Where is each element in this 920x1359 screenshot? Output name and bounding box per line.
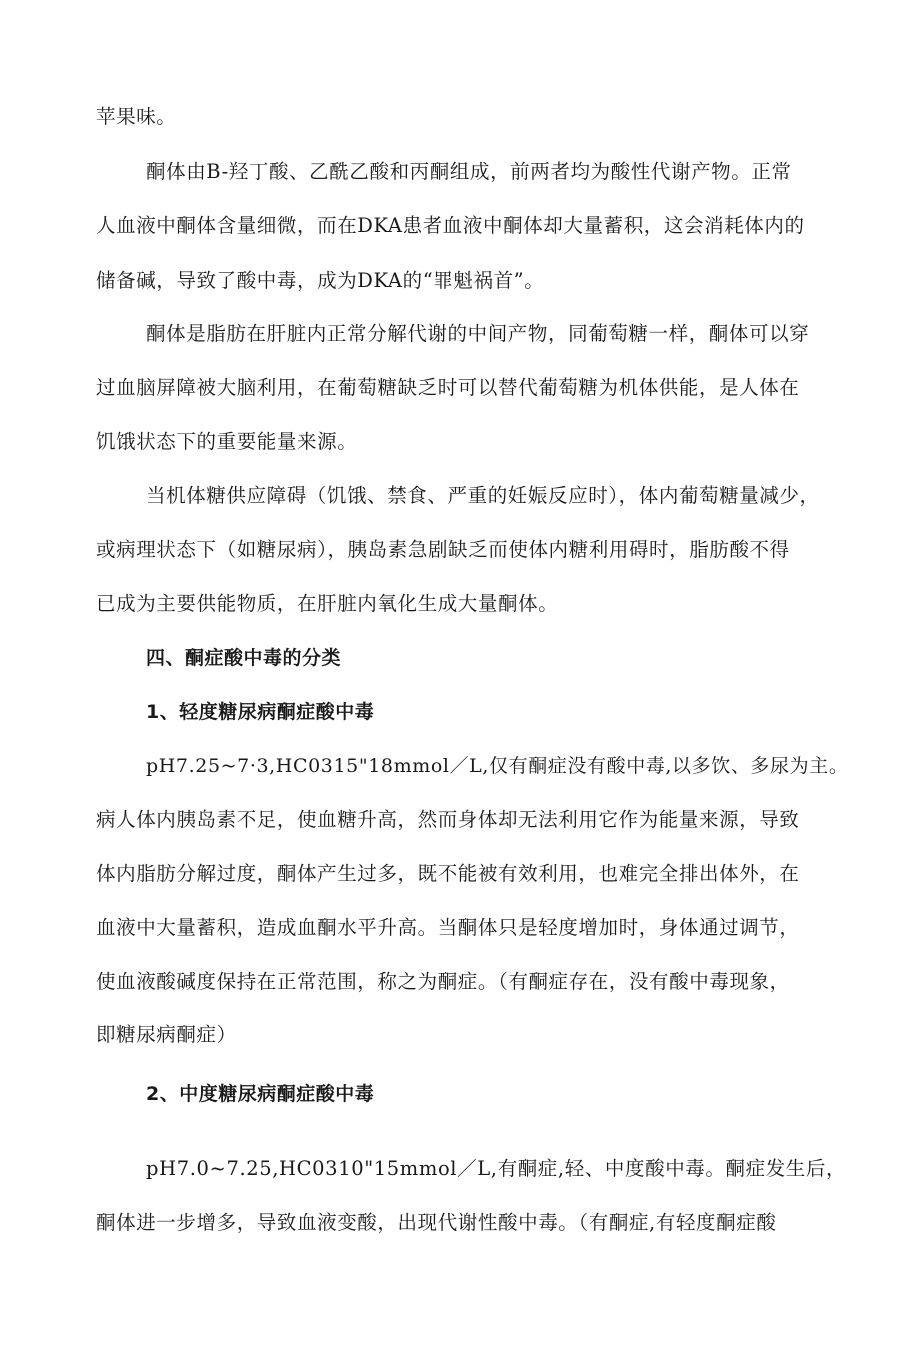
text-line: 储备碱，导致了酸中毒，成为DKA的“罪魁祸首”。	[96, 269, 545, 292]
text-line: 使血液酸碱度保持在正常范围，称之为酮症。（有酮症存在，没有酸中毒现象，	[96, 970, 790, 993]
text-line: 或病理状态下（如糖尿病），胰岛素急剧缺乏而使体内糖利用碍时，脂肪酸不得	[96, 538, 790, 561]
paragraph-line: pH7.25~7·3,HC0315"18mmol／L,仅有酮症没有酸中毒,以多饮、多尿为主。	[146, 755, 849, 777]
text-line: 苹果味。	[96, 105, 177, 128]
text-line: 酮体进一步增多，导致血液变酸，出现代谢性酸中毒。（有酮症,有轻度酮症酸	[96, 1211, 777, 1234]
paragraph-line: pH7.0~7.25,HC0310"15mmol／L,有酮症,轻、中度酸中毒。酮症发生后，	[146, 1157, 847, 1180]
subsection-heading: 1、轻度糖尿病酮症酸中毒	[146, 701, 375, 723]
subsection-heading: 2、中度糖尿病酮症酸中毒	[146, 1083, 375, 1105]
text-line: 饥饿状态下的重要能量来源。	[96, 430, 358, 453]
paragraph-line: 酮体由B-羟丁酸、乙酰乙酸和丙酮组成，前两者均为酸性代谢产物。正常	[146, 160, 792, 183]
paragraph-line: 当机体糖供应障碍（饥饿、禁食、严重的妊娠反应时），体内葡萄糖量减少，	[146, 484, 820, 507]
paragraph-line: 酮体是脂肪在肝脏内正常分解代谢的中间产物，同葡萄糖一样，酮体可以穿	[146, 322, 810, 345]
text-line: 过血脑屏障被大脑利用，在葡萄糖缺乏时可以替代葡萄糖为机体供能，是人体在	[96, 376, 800, 399]
text-line: 人血液中酮体含量细微，而在DKA患者血液中酮体却大量蓄积，这会消耗体内的	[96, 214, 805, 237]
text-line: 已成为主要供能物质，在肝脏内氧化生成大量酮体。	[96, 592, 559, 615]
section-heading: 四、酮症酸中毒的分类	[146, 647, 342, 669]
text-line: 体内脂肪分解过度，酮体产生过多，既不能被有效利用，也难完全排出体外，在	[96, 862, 800, 885]
text-line: 病人体内胰岛素不足，使血糖升高，然而身体却无法利用它作为能量来源，导致	[96, 808, 800, 831]
text-line: 即糖尿病酮症）	[96, 1023, 237, 1046]
text-line: 血液中大量蓄积，造成血酮水平升高。当酮体只是轻度增加时，身体通过调节，	[96, 916, 800, 939]
